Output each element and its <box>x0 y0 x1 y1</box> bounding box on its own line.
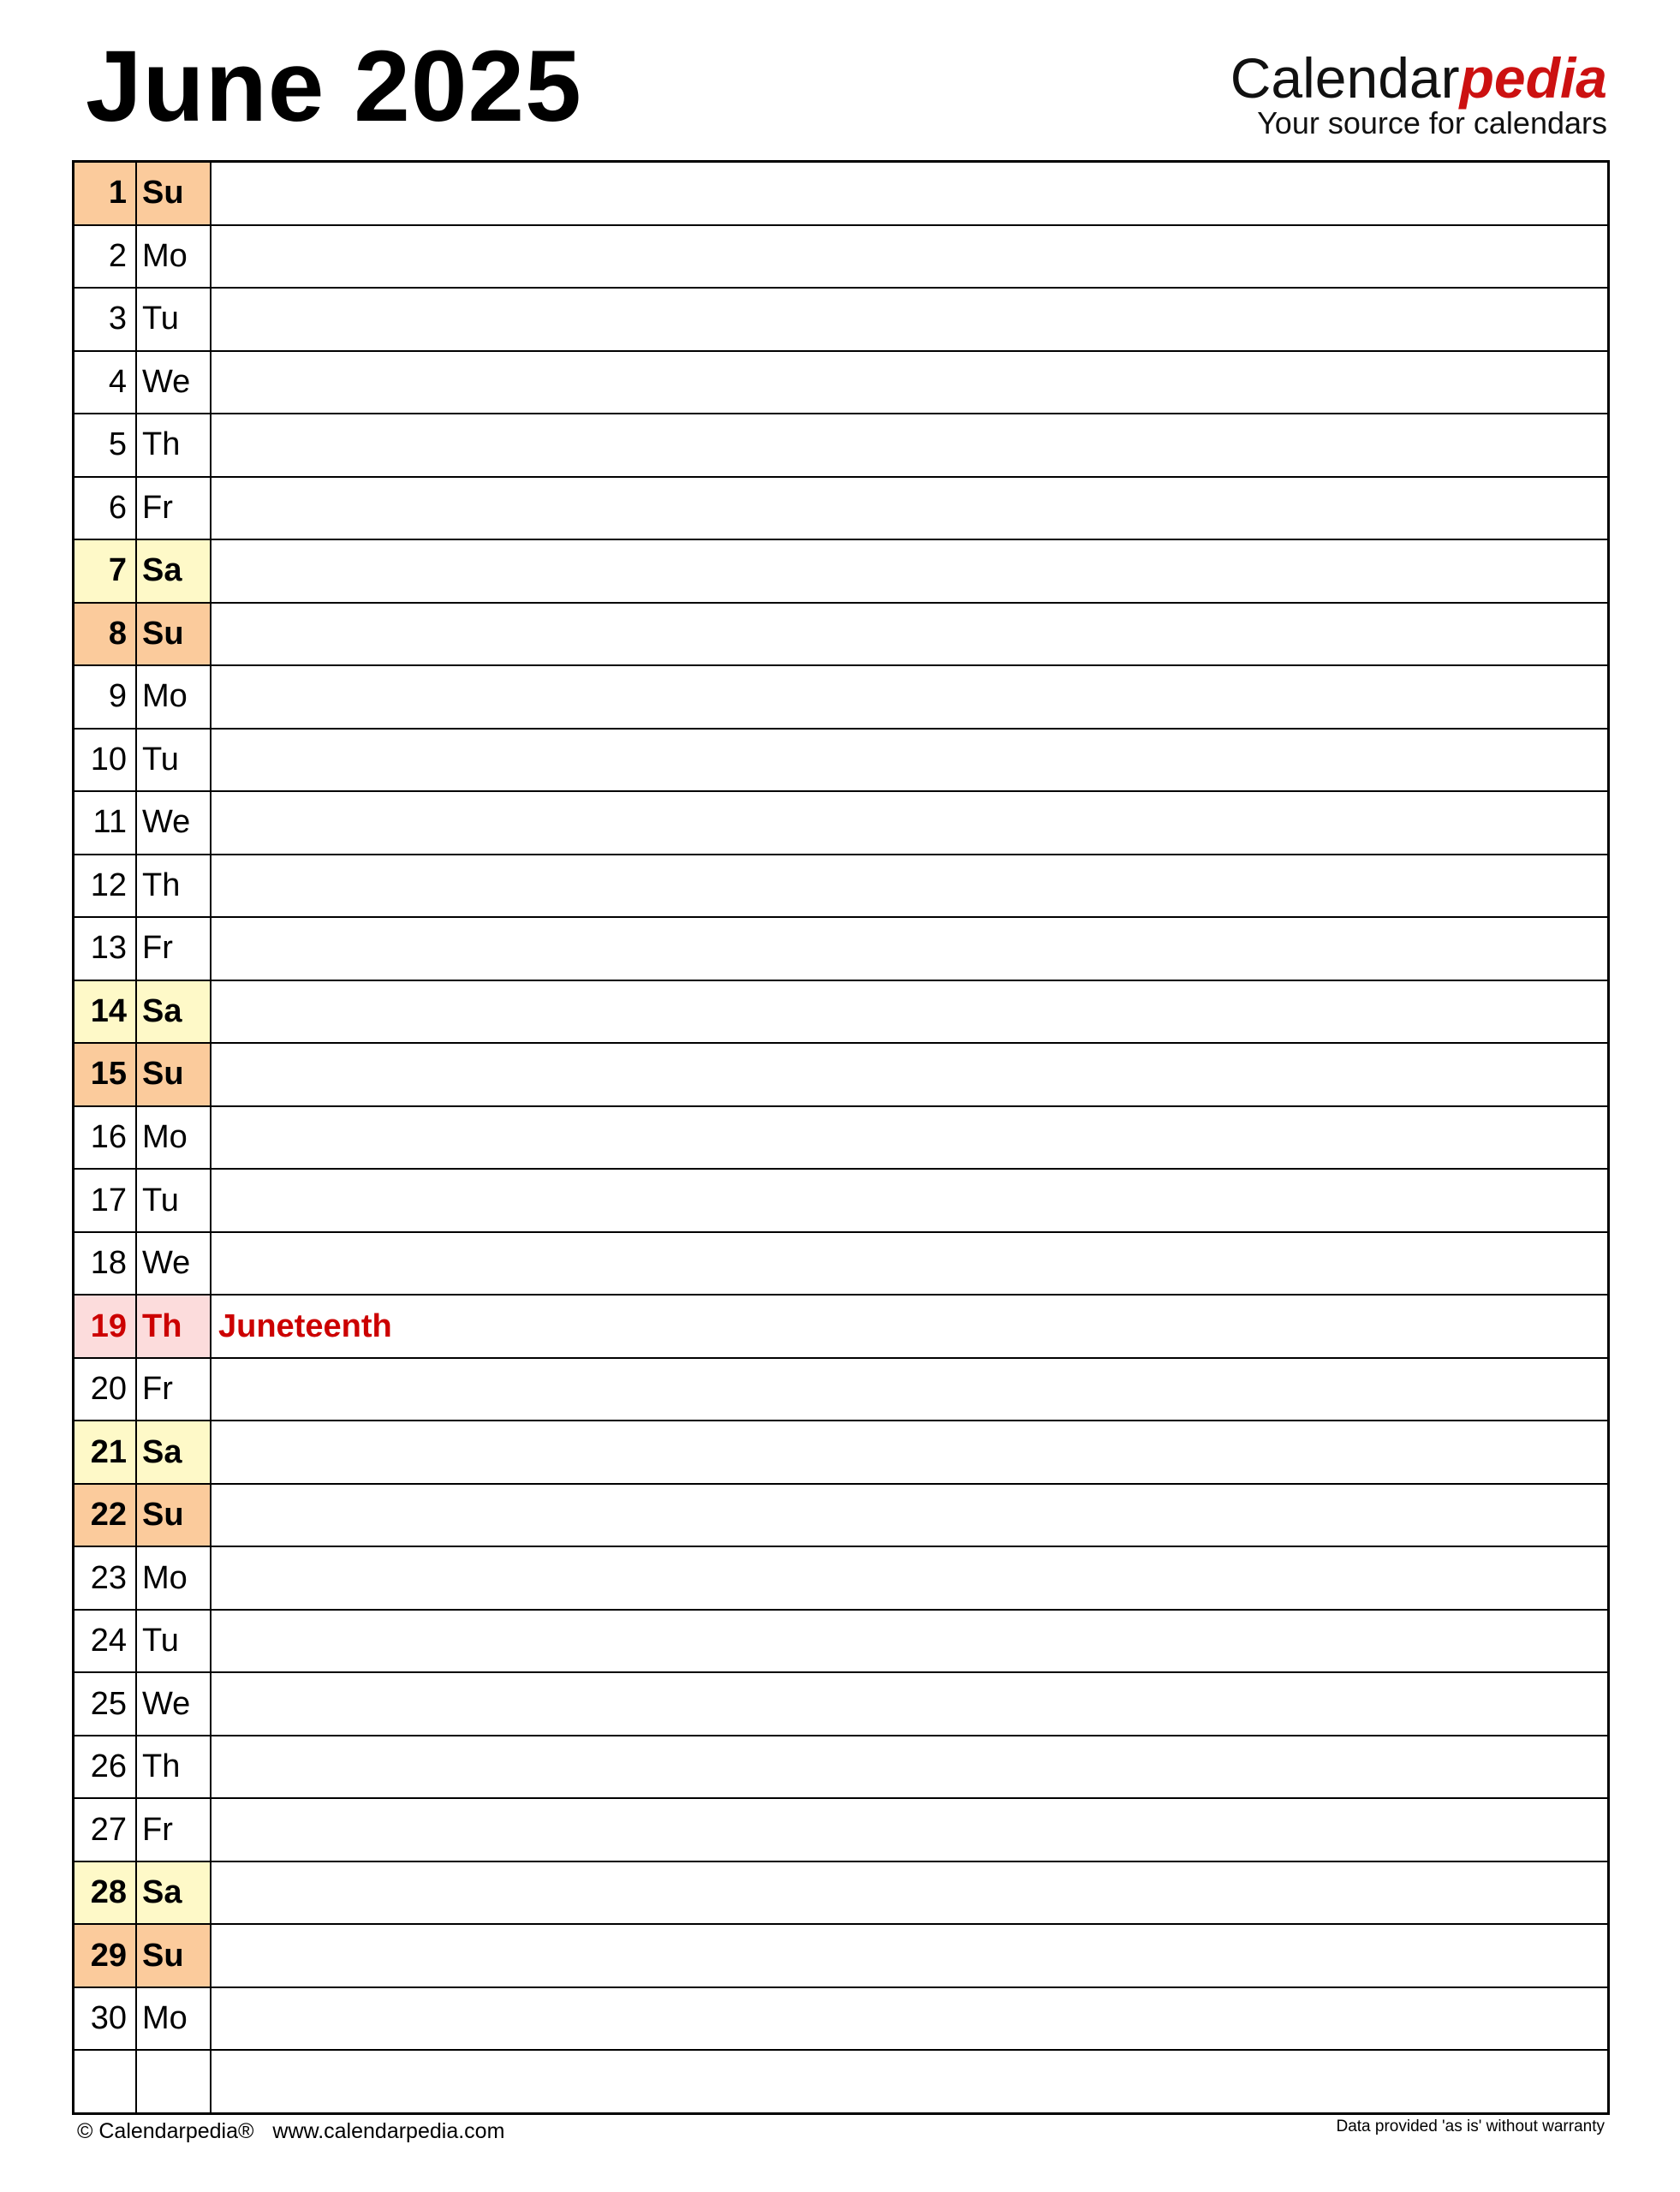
day-number: 15 <box>74 1044 137 1105</box>
day-notes-cell <box>211 604 1607 665</box>
day-notes-cell <box>211 1421 1607 1483</box>
day-row <box>74 1170 1607 1233</box>
day-number: 16 <box>74 1107 137 1169</box>
brand-tagline: Your source for calendars <box>1257 105 1607 140</box>
day-row <box>74 540 1607 604</box>
day-notes-cell <box>211 1359 1607 1421</box>
day-of-week: Tu <box>137 1611 211 1672</box>
day-number: 4 <box>74 352 137 414</box>
day-of-week: Fr <box>137 1799 211 1861</box>
day-notes-cell <box>211 1673 1607 1735</box>
day-row <box>74 918 1607 981</box>
day-number: 12 <box>74 855 137 917</box>
day-number: 26 <box>74 1736 137 1798</box>
day-of-week: Sa <box>137 1862 211 1924</box>
day-number: 30 <box>74 1988 137 2050</box>
day-of-week: We <box>137 1673 211 1735</box>
day-number: 28 <box>74 1862 137 1924</box>
day-notes-cell <box>211 666 1607 728</box>
day-row <box>74 1673 1607 1736</box>
day-of-week: Fr <box>137 918 211 980</box>
day-row <box>74 1611 1607 1674</box>
day-number: 24 <box>74 1611 137 1672</box>
day-row <box>74 1359 1607 1422</box>
day-number: 18 <box>74 1233 137 1295</box>
day-notes-cell <box>211 792 1607 854</box>
day-notes-cell <box>211 1107 1607 1169</box>
day-notes-cell <box>211 1044 1607 1105</box>
day-of-week: Tu <box>137 1170 211 1231</box>
brand-name-part2: pedia <box>1459 46 1607 110</box>
day-number: 3 <box>74 289 137 350</box>
day-notes-cell <box>211 981 1607 1043</box>
day-row <box>74 1988 1607 2052</box>
day-row <box>74 352 1607 415</box>
day-row <box>74 1862 1607 1926</box>
day-of-week <box>137 2051 211 2112</box>
holiday-note: Juneteenth <box>218 1307 392 1344</box>
day-notes-cell <box>211 1611 1607 1672</box>
day-number: 7 <box>74 540 137 602</box>
day-row <box>74 1421 1607 1485</box>
day-number: 11 <box>74 792 137 854</box>
day-of-week: Mo <box>137 666 211 728</box>
day-of-week: Sa <box>137 540 211 602</box>
day-of-week: Mo <box>137 1988 211 2050</box>
day-of-week: We <box>137 792 211 854</box>
day-number: 5 <box>74 414 137 476</box>
calendar-table <box>72 160 1610 2115</box>
day-row <box>74 1296 1607 1359</box>
day-number: 9 <box>74 666 137 728</box>
day-of-week: Tu <box>137 730 211 791</box>
day-notes-cell <box>211 730 1607 791</box>
day-number: 29 <box>74 1925 137 1986</box>
day-notes-cell <box>211 163 1607 224</box>
day-notes-cell <box>211 1862 1607 1924</box>
day-of-week: We <box>137 1233 211 1295</box>
day-row <box>74 226 1607 289</box>
day-notes-cell <box>211 414 1607 476</box>
day-number: 14 <box>74 981 137 1043</box>
day-number: 27 <box>74 1799 137 1861</box>
day-row <box>74 730 1607 793</box>
brand-name-part1: Calendar <box>1230 46 1460 110</box>
day-row <box>74 666 1607 730</box>
footer-copyright: © Calendarpedia® <box>77 2119 254 2143</box>
day-number: 6 <box>74 478 137 539</box>
day-of-week: Mo <box>137 226 211 288</box>
day-row <box>74 792 1607 855</box>
day-of-week: Th <box>137 414 211 476</box>
day-notes-cell <box>211 540 1607 602</box>
footer-website-link[interactable]: www.calendarpedia.com <box>272 2119 505 2143</box>
day-row <box>74 855 1607 919</box>
day-number: 20 <box>74 1359 137 1421</box>
day-of-week: We <box>137 352 211 414</box>
footer-disclaimer: Data provided 'as is' without warranty <box>1336 2118 1605 2135</box>
page-title: June 2025 <box>86 30 582 143</box>
day-row <box>74 1107 1607 1170</box>
day-row <box>74 1547 1607 1611</box>
day-notes-cell <box>211 2051 1607 2112</box>
day-of-week: Su <box>137 604 211 665</box>
day-notes-cell <box>211 1485 1607 1546</box>
day-number: 25 <box>74 1673 137 1735</box>
day-of-week: Fr <box>137 478 211 539</box>
day-notes-cell <box>211 1799 1607 1861</box>
day-notes-cell <box>211 226 1607 288</box>
day-number: 17 <box>74 1170 137 1231</box>
day-notes-cell <box>211 1736 1607 1798</box>
day-notes-cell <box>211 1925 1607 1986</box>
day-of-week: Th <box>137 1296 211 1357</box>
day-number: 1 <box>74 163 137 224</box>
day-number: 21 <box>74 1421 137 1483</box>
day-notes-cell <box>211 1233 1607 1295</box>
day-row <box>74 414 1607 478</box>
day-row <box>74 478 1607 541</box>
day-row <box>74 163 1607 226</box>
day-number: 10 <box>74 730 137 791</box>
day-number <box>74 2051 137 2112</box>
day-notes-cell <box>211 855 1607 917</box>
day-of-week: Sa <box>137 1421 211 1483</box>
day-number: 13 <box>74 918 137 980</box>
day-of-week: Sa <box>137 981 211 1043</box>
day-notes-cell <box>211 1170 1607 1231</box>
day-number: 19 <box>74 1296 137 1357</box>
day-row <box>74 1736 1607 1800</box>
day-row <box>74 1799 1607 1862</box>
day-row <box>74 1233 1607 1296</box>
day-notes-cell <box>211 1547 1607 1609</box>
footer-left <box>77 2119 504 2144</box>
day-notes-cell <box>211 352 1607 414</box>
day-number: 2 <box>74 226 137 288</box>
day-of-week: Su <box>137 163 211 224</box>
day-row <box>74 1925 1607 1988</box>
day-notes-cell <box>211 478 1607 539</box>
day-notes-cell <box>211 918 1607 980</box>
day-row <box>74 604 1607 667</box>
day-of-week: Fr <box>137 1359 211 1421</box>
day-row <box>74 289 1607 352</box>
day-number: 8 <box>74 604 137 665</box>
day-of-week: Tu <box>137 289 211 350</box>
day-row <box>74 981 1607 1045</box>
day-number: 22 <box>74 1485 137 1546</box>
day-number: 23 <box>74 1547 137 1609</box>
day-row <box>74 2051 1607 2112</box>
brand-name <box>1230 46 1607 110</box>
day-of-week: Mo <box>137 1107 211 1169</box>
day-of-week: Su <box>137 1485 211 1546</box>
day-of-week: Su <box>137 1925 211 1986</box>
brand-logo <box>1230 46 1607 140</box>
day-row <box>74 1485 1607 1548</box>
day-notes-cell <box>211 1988 1607 2050</box>
day-row <box>74 1044 1607 1107</box>
day-of-week: Mo <box>137 1547 211 1609</box>
day-of-week: Th <box>137 1736 211 1798</box>
day-of-week: Su <box>137 1044 211 1105</box>
day-notes-cell <box>211 289 1607 350</box>
day-of-week: Th <box>137 855 211 917</box>
